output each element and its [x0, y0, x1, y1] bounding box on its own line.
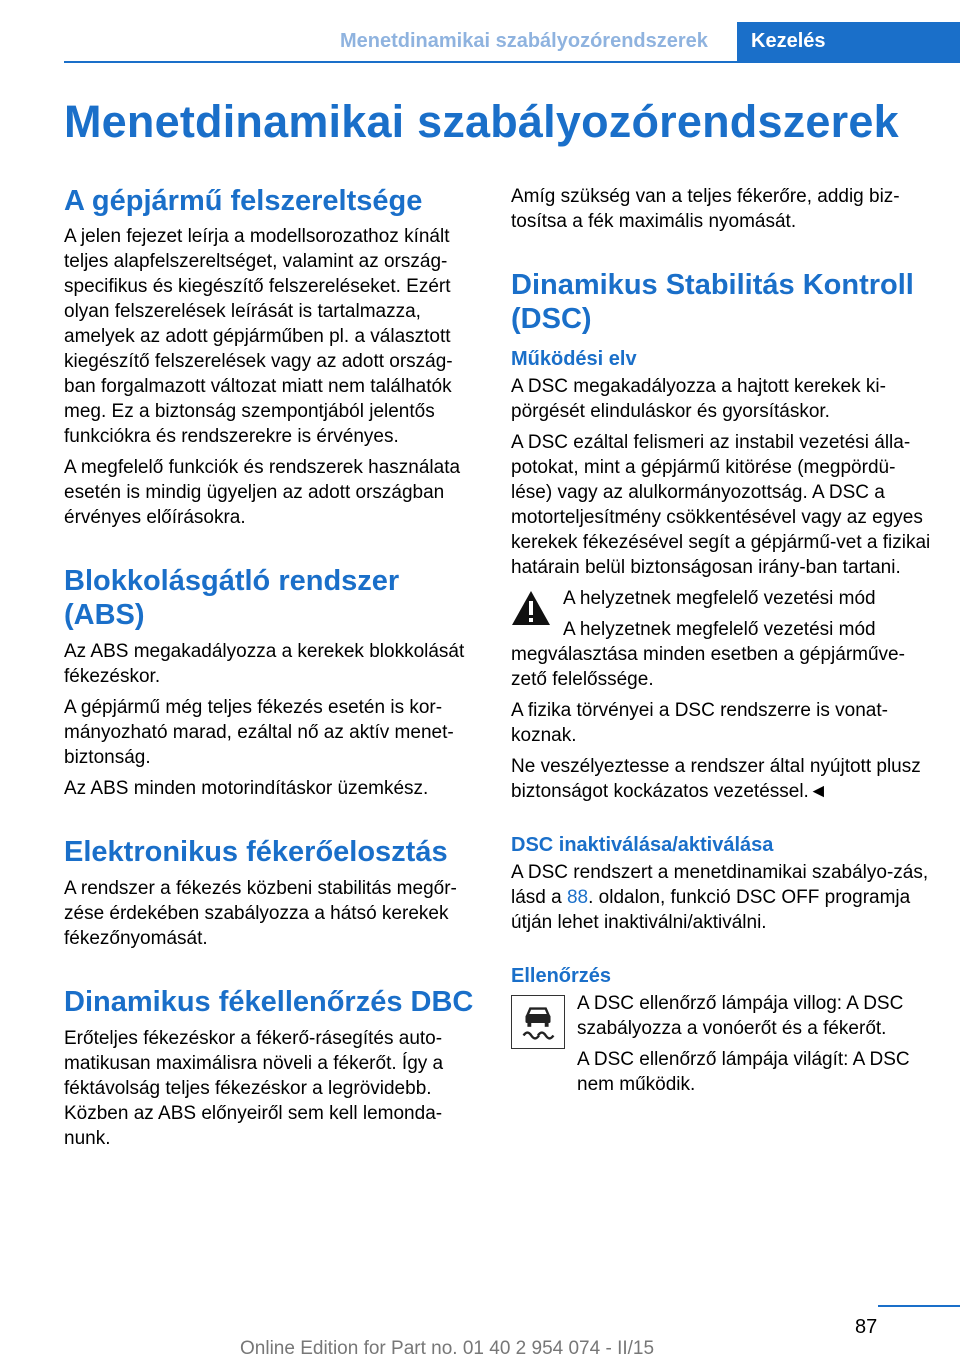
- deactivation-text-a: A DSC rendszert a menetdinamikai szabályo-zás, lásd a: [511, 862, 929, 908]
- warning-body-3: Ne veszélyeztesse a rendszer által nyújtott plusz biztonságot kockázatos vezetéssel.◄: [511, 756, 921, 802]
- paragraph-deactivation: [511, 860, 931, 935]
- paragraph-principle-1: A DSC megakadályozza a hajtott kerekek ki-pörgését elinduláskor és gyorsításkor.: [511, 376, 886, 422]
- warning-intro: [563, 617, 931, 642]
- check-paragraph-2: [511, 1047, 931, 1097]
- paragraph-abs-1: Az ABS megakadályozza a kerekek blokkolását fékezéskor.: [64, 641, 465, 687]
- warning-body-2: A fizika törvényei a DSC rendszerre is vonat-koznak.: [511, 700, 888, 746]
- heading-check: Ellenőrzés: [511, 965, 612, 987]
- paragraph-abs-3: Az ABS minden motorindításkor üzemkész.: [64, 778, 429, 799]
- paragraph-dbc-continued: Amíg szükség van a teljes fékerőre, addig biz-tosítsa a fék maximális nyomását.: [511, 186, 900, 232]
- heading-dsc: Dinamikus Stabilitás Kontroll (DSC): [511, 269, 914, 335]
- warning-title: A helyzetnek megfelelő vezetési mód: [563, 588, 876, 609]
- lamp-block: [511, 991, 931, 1041]
- heading-equipment: A gépjármű felszereltsége: [64, 185, 423, 217]
- heading-deactivation: DSC inaktiválása/aktiválása: [511, 834, 774, 856]
- page-number: 87: [855, 1316, 878, 1338]
- footer-edition: Online Edition for Part no. 01 40 2 954 074 - II/15: [240, 1338, 655, 1359]
- right-column: [511, 184, 931, 1103]
- check-paragraph-1: A DSC ellenőrző lámpája villog: A DSC szabályozza a vonóerőt és a fékerőt.: [577, 993, 904, 1039]
- paragraph-equipment-2: A megfelelő funkciók és rendszerek használata esetén is mindig ügyeljen az adott országban érvényes előírásokra.: [64, 457, 461, 528]
- left-column: [64, 184, 484, 1157]
- page-link-88[interactable]: 88: [566, 887, 589, 908]
- paragraph-equipment-1: A jelen fejezet leírja a modellsorozathoz kínált teljes alapfelszereltséget, valamint az ország-specifikus és kiegészítő felszereléseket. Ezért olyan felszerelések leírását is tartalmazza, amelyek az adott gépjárműben pl. a választott kiegészítő felszerelések vagy az adott ország-ban forgalmazott változat miatt nem találhatók meg. Ez a biztonság szempontjából jelentős funkciókra és rendszerekre is érvényes.: [64, 226, 453, 447]
- header-section-title: Menetdinamikai szabályozórendszerek: [340, 30, 708, 52]
- warning-block: [511, 586, 931, 642]
- page-title: Menetdinamikai szabályozórendszerek: [64, 96, 899, 147]
- dsc-indicator-lamp-icon: [511, 995, 565, 1049]
- paragraph-ebv: A rendszer a fékezés közbeni stabilitás megőr-zése érdekében szabályozza a hátsó kerekek fékezőnyomását.: [64, 878, 457, 949]
- heading-dbc: Dinamikus fékellenőrzés DBC: [64, 986, 474, 1018]
- heading-principle: Működési elv: [511, 348, 637, 370]
- paragraph-abs-2: A gépjármű még teljes fékezés esetén is kor-mányozható marad, ezáltal nő az aktív menet-biztonság.: [64, 697, 454, 768]
- check-paragraph-2-text: A DSC ellenőrző lámpája világít: A DSC nem működik.: [577, 1049, 910, 1095]
- warning-triangle-icon: [511, 590, 551, 626]
- warning-body-1-text: A helyzetnek megfelelő vezetési mód megválasztása minden esetben a gépjárműve-zető felelőssége.: [511, 619, 905, 690]
- paragraph-principle-2: A DSC ezáltal felismeri az instabil vezetési álla-potokat, mint a gépjármű kitörése (megpördü-lése) vagy az alulkormányozottság. A DSC a motorteljesítmény csökkentésével vagy az egyes kerekek fékezésével segít a gépjármű-vet a fizikai határain belül biztonságosan irány-ban tartani.: [511, 432, 931, 578]
- heading-ebv: Elektronikus fékerőelosztás: [64, 836, 448, 868]
- footer-rule: [878, 1305, 960, 1307]
- heading-abs: Blokkolásgátló rendszer (ABS): [64, 565, 400, 631]
- header-chapter-tab[interactable]: Kezelés: [737, 22, 960, 63]
- deactivation-text-b: . oldalon, funkció DSC OFF programja útján lehet inaktiválni/aktiválni.: [511, 887, 911, 933]
- paragraph-dbc: Erőteljes fékezéskor a fékerő-rásegítés auto-matikusan maximálisra növeli a fékerőt. Így a féktávolság teljes fékezéskor a legrövidebb. Közben az ABS előnyeiről sem kell lemonda-nunk.: [64, 1028, 444, 1149]
